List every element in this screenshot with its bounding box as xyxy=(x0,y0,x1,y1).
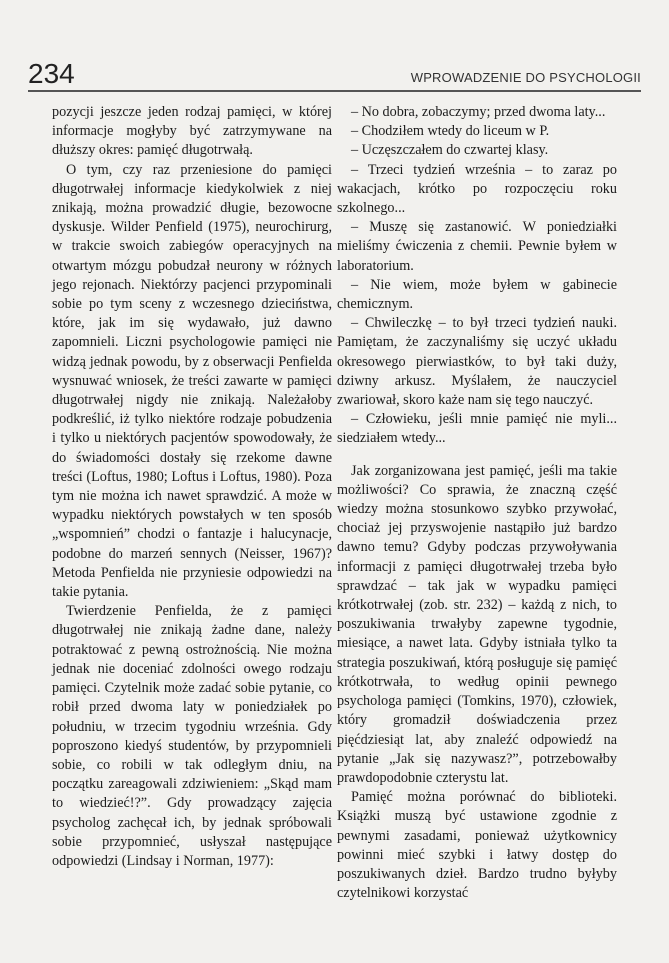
dialogue-line: – Człowieku, jeśli mnie pamięć nie myli... siedziałem wtedy... xyxy=(337,411,617,447)
paragraph: Jak zorganizowana jest pamięć, jeśli ma takie możliwości? Co sprawia, że znaczną część wiedzy można stosunkowo szybko przywołać, chociaż jej przyswojenie nastąpiło już bardzo dawno temu? Gdyby podczas przywoływania informacji z pamięci długotrwałej trzeba było sprawdzać – tak jak w wypadku pamięci krótkotrwałej (zob. str. 232) – każdą z nich, to poszukiwania trwałyby zapewne tygodnie, miesiące, a nawet lata. Gdyby istniała tylko ta strategia poszukiwań, którą posługuje się pamięć krótkotrwała, to według opinii pewnego psychologa pamięci (Tomkins, 1970), człowiek, który gromadził doświadczenia przez pięćdziesiąt lat, aby znaleźć odpowiedź na pytanie „Jak się nazywasz?”, potrzebowałby prawdopodobnie czterystu lat. xyxy=(337,462,617,786)
paragraph: Pamięć można porównać do biblioteki. Książki muszą być ustawione zgodnie z pewnymi zasadami, ponieważ użytkownicy powinni mieć szybki i łatwy dostęp do poszukiwanych dzieł. Bardzo trudno byłyby czytelnikowi korzystać xyxy=(337,789,617,902)
dialogue-line: – No dobra, zobaczymy; przed dwoma laty... xyxy=(351,104,606,120)
page-number: 234 xyxy=(28,58,75,89)
right-column xyxy=(337,103,617,903)
paragraph: pozycji jeszcze jeden rodzaj pamięci, w której informacje mogłyby być zatrzymywane na dłuższy okres: pamięć długotrwałą. xyxy=(52,104,332,159)
dialogue-line: – Trzeci tydzień września – to zaraz po wakacjach, krótko po rozpoczęciu roku szkolnego... xyxy=(337,161,617,217)
paragraph: O tym, czy raz przeniesione do pamięci długotrwałej informacje kiedykolwiek z niej znikają, można prowadzić długie, bezowocne dyskusje. Wilder Penfield (1975), neurochirurg, w trakcie swoich zabiegów operacyjnych na otwartym mózgu pobudzał neurony w różnych jego rejonach. Niektórzy pacjenci przypominali sobie po tym sceny z wczesnego dzieciństwa, które, jak im się wydawało, już dawno zapomnieli. Liczni psychologowie pamięci nie widzą jednak powodu, by z obserwacji Penfielda wysnuwać wniosek, że treści zawarte w pamięci długotrwałej nigdy nie znikają. Należałoby podkreślić, iż tylko niektóre rodzaje pobudzenia i tylko u niektórych pacjentów spowodowały, że do świadomości dostały się rzekome dawne treści (Loftus, 1980; Loftus i Loftus, 1980). Poza tym nie można ich nawet sprawdzić. A może w wypadku niektórych powstałych w ten sposób „wspomnień” chodzi o fantazje i halucynacje, podobne do marzeń sennych (Neisser, 1967)? Metoda Penfielda nie przyniesie odpowiedzi na takie pytania. xyxy=(52,161,332,601)
header-rule xyxy=(28,90,641,92)
running-head: WPROWADZENIE DO PSYCHOLOGII xyxy=(410,70,641,85)
left-column xyxy=(52,103,332,871)
paragraph: Twierdzenie Penfielda, że z pamięci długotrwałej nie znikają żadne dane, należy potraktować z pewną ostrożnością. Nie można jednak nie doceniać zdolności owego rodzaju pamięci. Czytelnik może zadać sobie pytanie, co robił przed dwoma laty w poniedziałek po południu, w trzecim tygodniu września. Gdy poproszono kiedyś studentów, by przypomnieli sobie, co robili w tak odległym dniu, na początku zareagowali zdziwieniem: „Skąd mam to wiedzieć!?”. Gdy prowadzący zajęcia psycholog zachęcał ich, by jednak spróbowali sobie przypomnieć, usłyszał następujące odpowiedzi (Lindsay i Norman, 1977): xyxy=(52,603,332,869)
dialogue-line: – Chodziłem wtedy do liceum w P. xyxy=(351,123,550,140)
dialogue-line: – Nie wiem, może byłem w gabinecie chemicznym. xyxy=(337,276,617,313)
dialogue-line: – Uczęszczałem do czwartej klasy. xyxy=(351,142,549,159)
dialogue-line: – Chwileczkę – to był trzeci tydzień nauki. Pamiętam, że zaczynaliśmy się uczyć układu okresowego pierwiastków, to był taki duży, dziwny arkusz. Myślałem, że nauczyciel zwariował, skoro każe nam się tego nauczyć. xyxy=(337,315,617,409)
dialogue-line: – Muszę się zastanowić. W poniedziałki mieliśmy ćwiczenia z chemii. Pewnie byłem w laboratorium. xyxy=(337,219,617,274)
